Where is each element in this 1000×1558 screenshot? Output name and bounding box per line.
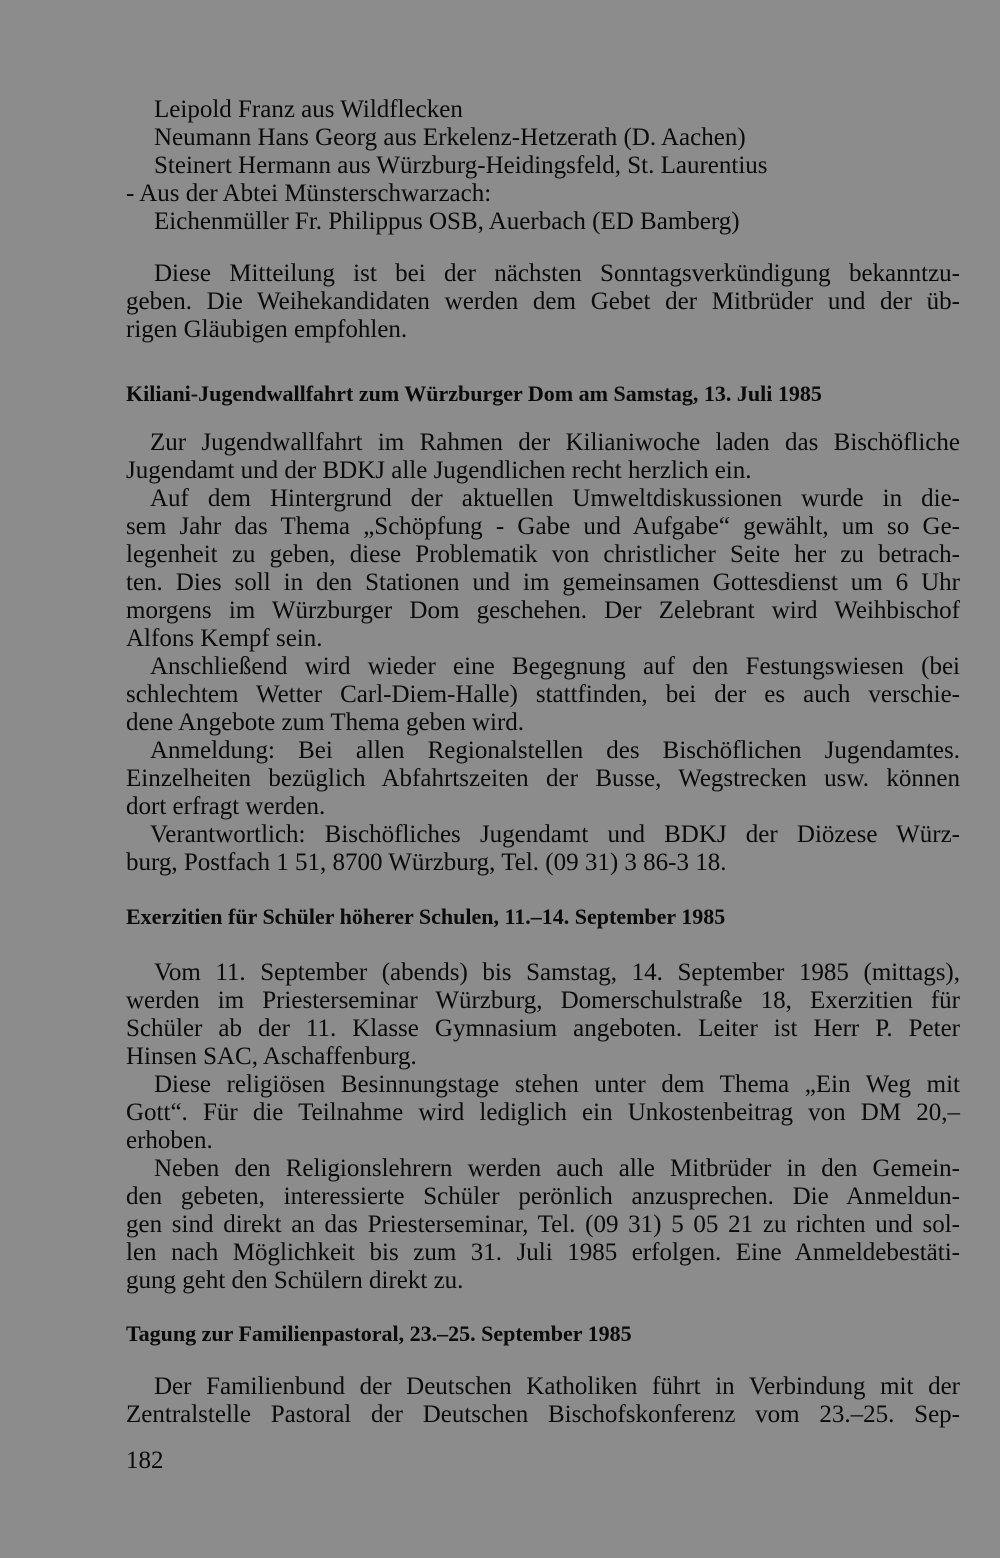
paragraph-line: dene Angebote zum Thema geben wird.	[126, 709, 525, 736]
section-heading-exerzitien: Exerzitien für Schüler höherer Schulen, 11.–14. September 1985	[126, 904, 726, 929]
paragraph-line: Jugendamt und der BDKJ alle Jugendlichen recht herzlich ein.	[126, 457, 752, 484]
paragraph-line: legenheit zu geben, diese Problematik von christlicher Seite her zu betrach-	[126, 541, 960, 568]
paragraph-line: len nach Möglichkeit bis zum 31. Juli 1985 erfolgen. Eine Anmeldebestäti-	[126, 1239, 960, 1266]
paragraph-line: Zentralstelle Pastoral der Deutschen Bischofskonferenz vom 23.–25. Sep-	[126, 1401, 960, 1428]
section-heading-familienpastoral: Tagung zur Familienpastoral, 23.–25. September 1985	[126, 1321, 632, 1346]
paragraph-line: sem Jahr das Thema „Schöpfung - Gabe und Aufgabe“ gewählt, um so Ge-	[126, 513, 960, 540]
paragraph-line: Vom 11. September (abends) bis Samstag, 14. September 1985 (mittags),	[154, 959, 960, 986]
paragraph-line: Schüler ab der 11. Klasse Gymnasium angeboten. Leiter ist Herr P. Peter	[126, 1015, 960, 1042]
paragraph-line: Anmeldung: Bei allen Regionalstellen des Bischöflichen Jugendamtes.	[150, 737, 960, 764]
paragraph-line: Hinsen SAC, Aschaffenburg.	[126, 1043, 417, 1070]
paragraph-line: dort erfragt werden.	[126, 793, 326, 820]
announcement-paragraph-line: rigen Gläubigen empfohlen.	[126, 316, 408, 343]
paragraph-line: Der Familienbund der Deutschen Katholiken führt in Verbindung mit der	[154, 1373, 960, 1400]
paragraph-line: schlechtem Wetter Carl-Diem-Halle) stattfinden, bei der es auch verschie-	[126, 681, 960, 708]
paragraph-line: Alfons Kempf sein.	[126, 625, 323, 652]
paragraph-line: Verantwortlich: Bischöfliches Jugendamt und BDKJ der Diözese Würz-	[150, 821, 960, 848]
announcement-paragraph-line: geben. Die Weihekandidaten werden dem Gebet der Mitbrüder und der üb-	[126, 288, 960, 315]
paragraph-line: Gott“. Für die Teilnahme wird lediglich ein Unkostenbeitrag von DM 20,–	[126, 1099, 960, 1126]
paragraph-line: gen sind direkt an das Priesterseminar, Tel. (09 31) 5 05 21 zu richten und sol-	[126, 1211, 960, 1238]
candidate-line: Leipold Franz aus Wildflecken	[154, 96, 463, 123]
paragraph-line: Anschließend wird wieder eine Begegnung auf den Festungswiesen (bei	[150, 653, 960, 680]
announcement-paragraph-line: Diese Mitteilung ist bei der nächsten Sonntagsverkündigung bekanntzu-	[154, 260, 960, 287]
section-heading-jugendwallfahrt: Kiliani-Jugendwallfahrt zum Würzburger Dom am Samstag, 13. Juli 1985	[126, 381, 822, 406]
paragraph-line: Diese religiösen Besinnungstage stehen unter dem Thema „Ein Weg mit	[154, 1071, 960, 1098]
paragraph-line: Einzelheiten bezüglich Abfahrtszeiten der Busse, Wegstrecken usw. können	[126, 765, 960, 792]
paragraph-line: burg, Postfach 1 51, 8700 Würzburg, Tel. (09 31) 3 86-3 18.	[126, 849, 727, 876]
candidate-line: Neumann Hans Georg aus Erkelenz-Hetzerath (D. Aachen)	[154, 124, 746, 151]
paragraph-line: werden im Priesterseminar Würzburg, Domerschulstraße 18, Exerzitien für	[126, 987, 960, 1014]
paragraph-line: den gebeten, interessierte Schüler perönlich anzusprechen. Die Anmeldun-	[126, 1183, 960, 1210]
paragraph-line: Neben den Religionslehrern werden auch alle Mitbrüder in den Gemein-	[154, 1155, 960, 1182]
paragraph-line: Zur Jugendwallfahrt im Rahmen der Kilianiwoche laden das Bischöfliche	[150, 429, 960, 456]
abbey-label-line: - Aus der Abtei Münsterschwarzach:	[126, 180, 492, 207]
page-number: 182	[126, 1447, 164, 1474]
paragraph-line: Auf dem Hintergrund der aktuellen Umweltdiskussionen wurde in die-	[150, 485, 960, 512]
paragraph-line: morgens im Würzburger Dom geschehen. Der Zelebrant wird Weihbischof	[126, 597, 960, 624]
paragraph-line: erhoben.	[126, 1127, 213, 1154]
candidate-line: Eichenmüller Fr. Philippus OSB, Auerbach (ED Bamberg)	[154, 208, 740, 235]
paragraph-line: ten. Dies soll in den Stationen und im gemeinsamen Gottesdienst um 6 Uhr	[126, 569, 960, 596]
paragraph-line: gung geht den Schülern direkt zu.	[126, 1267, 464, 1294]
candidate-line: Steinert Hermann aus Würzburg-Heidingsfeld, St. Laurentius	[154, 152, 768, 179]
